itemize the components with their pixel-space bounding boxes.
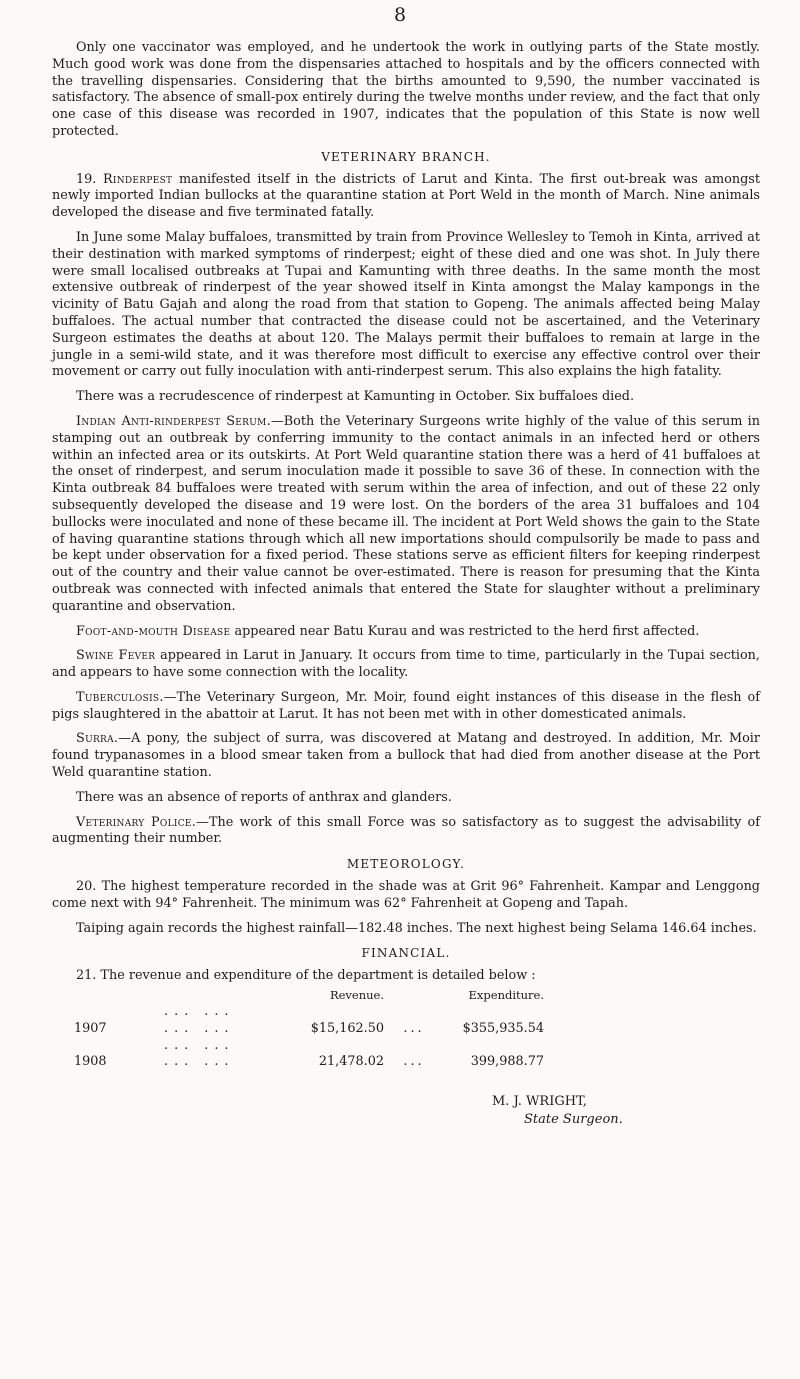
vaccination-paragraph: Only one vaccinator was employed, and he undertook the work in outlying parts of the State mostly. Much good work was done from the dispensaries attached to hospitals and by the officers connected with the travelling dispensaries. Considering that the births amounted to 9,590, the number vaccinated is satisfactory. The absence of small-pox entirely during the twelve months under review, and the fact that only one case of this disease was recorded in 1907, indicates that the population of this State is now well protected.	[52, 40, 760, 139]
serum-paragraph	[52, 414, 760, 616]
row-year: 1907	[74, 1020, 107, 1036]
section-number: 19.	[76, 171, 103, 187]
tuberculosis-text: —The Veterinary Surgeon, Mr. Moir, found eight instances of this disease in the flesh of pigs slaughtered in the abattoir at Larut. It has not been met with in other domesticated animals.	[52, 689, 760, 722]
financial-heading: FINANCIAL.	[361, 946, 451, 961]
table-row	[52, 1004, 544, 1038]
revenue-column-header: Revenue.	[329, 988, 384, 1003]
financial-intro: 21. The revenue and expenditure of the department is detailed below :	[76, 968, 536, 984]
signatory-title: State Surgeon.	[524, 1112, 623, 1128]
financial-table-header	[52, 987, 544, 1004]
row-expenditure: $355,935.54	[462, 1020, 544, 1036]
june-outbreak-paragraph: In June some Malay buffaloes, transmitted by train from Province Wellesley to Temoh in Kinta, arrived at their destination with marked symptoms of rinderpest; eight of these died and one was shot. In July there were small localised outbreaks at Tupai and Kamunting with three deaths. In the same month the most extensive outbreak of rinderpest of the year showed itself in Kinta amongst the Malay kampongs in the vicinity of Batu Gajah and along the road from that station to Gopeng. The animals affected being Malay buffaloes. The actual number that contracted the disease could not be ascertained, and the Veterinary Surgeon estimates the deaths at about 120. The Malays permit their buffaloes to remain at large in the jungle in a semi-wild state, and it was therefore most difficult to exercise any effective control over their movement or carry out fully inoculation with anti-rinderpest serum. This also explains the high fatality.	[52, 229, 760, 380]
temperature-paragraph: 20. The highest temperature recorded in the shade was at Grit 96° Fahrenheit. Kampar and Lenggong come next with 94° Fahrenheit. The minimum was 62° Fahrenheit at Gopeng and Tapah.	[52, 879, 760, 911]
signatory-name: M. J. WRIGHT,	[492, 1094, 587, 1110]
rinderpest-paragraph	[52, 172, 760, 222]
table-row	[52, 1038, 544, 1072]
row-leader: ... ... ... ...	[164, 1037, 235, 1070]
foot-mouth-text: appeared near Batu Kurau and was restricted to the herd first affected.	[230, 623, 700, 639]
rinderpest-text: manifested itself in the districts of Larut and Kinta. The first out-break was amongst newly imported Indian bullocks at the quarantine station at Port Weld in the month of March. Nine animals developed the disease and five terminated fatally.	[52, 171, 760, 221]
row-leader-2: ...	[403, 1054, 425, 1070]
financial-table	[52, 987, 544, 1071]
foot-mouth-term: Foot-and-mouth Disease	[76, 623, 231, 639]
row-leader-2: ...	[403, 1020, 425, 1036]
swine-fever-paragraph	[52, 648, 760, 682]
anthrax-paragraph: There was an absence of reports of anthrax and glanders.	[76, 789, 452, 805]
page-number: 8	[393, 4, 407, 26]
tuberculosis-term: Tuberculosis.	[76, 689, 164, 705]
row-leader: ... ... ... ...	[164, 1004, 235, 1036]
serum-term: Indian Anti-rinderpest Serum.	[76, 413, 271, 429]
surra-paragraph	[52, 731, 760, 781]
expenditure-column-header: Expenditure.	[468, 988, 544, 1003]
row-revenue: 21,478.02	[318, 1054, 384, 1070]
meteorology-heading: METEOROLOGY.	[346, 857, 466, 872]
rinderpest-term: Rinderpest	[102, 171, 173, 187]
document-body	[52, 40, 760, 1129]
foot-mouth-paragraph	[52, 624, 760, 641]
veterinary-police-term: Veterinary Police.	[76, 814, 197, 830]
swine-fever-text: appeared in Larut in January. It occurs from time to time, particularly in the Tupai section, and appears to have some connection with the locality.	[52, 648, 760, 681]
swine-fever-term: Swine Fever	[76, 648, 156, 664]
row-revenue: $15,162.50	[310, 1020, 384, 1036]
surra-term: Surra.	[76, 731, 119, 747]
signature-block	[492, 1093, 760, 1129]
veterinary-heading: VETERINARY BRANCH.	[321, 149, 491, 164]
veterinary-police-paragraph	[52, 815, 760, 849]
kamunting-paragraph: There was a recrudescence of rinderpest at Kamunting in October. Six buffaloes died.	[76, 389, 635, 405]
serum-text: —Both the Veterinary Surgeons write highly of the value of this serum in stamping out an outbreak by conferring immunity to the contact animals in an infected herd or others within an infected area or its outskirts. At Port Weld quarantine station there was a herd of 41 buffaloes at the onset of rinderpest, and serum inoculation made it possible to save 36 of these. In connection with the Kinta outbreak 84 buffaloes were treated with serum within the area of infection, and out of these 22 only subsequently developed the disease and 19 were lost. On the borders of the area 31 buffaloes and 104 bullocks were inoculated and none of these became ill. The incident at Port Weld shows the gain to the State of having quarantine stations through which all new importations should compulsorily be made to pass and be kept under observation for a fixed period. These stations serve as efficient filters for keeping rinderpest out of the country and their value cannot be over-estimated. There is reason for presuming that the Kinta outbreak was connected with infected animals that entered the State for slaughter without a preliminary quarantine and observation.	[52, 413, 760, 614]
row-expenditure: 399,988.77	[470, 1054, 544, 1070]
surra-text: —A pony, the subject of surra, was discovered at Matang and destroyed. In addition, Mr. Moir found trypanasomes in a blood smear taken from a bullock that had died from another disease at the Port Weld quarantine station.	[52, 731, 760, 781]
rainfall-paragraph: Taiping again records the highest rainfall—182.48 inches. The next highest being Selama 146.64 inches.	[76, 920, 757, 936]
veterinary-police-text: —The work of this small Force was so satisfactory as to suggest the advisability of augmenting their number.	[52, 814, 760, 847]
row-year: 1908	[74, 1054, 107, 1070]
tuberculosis-paragraph	[52, 690, 760, 724]
